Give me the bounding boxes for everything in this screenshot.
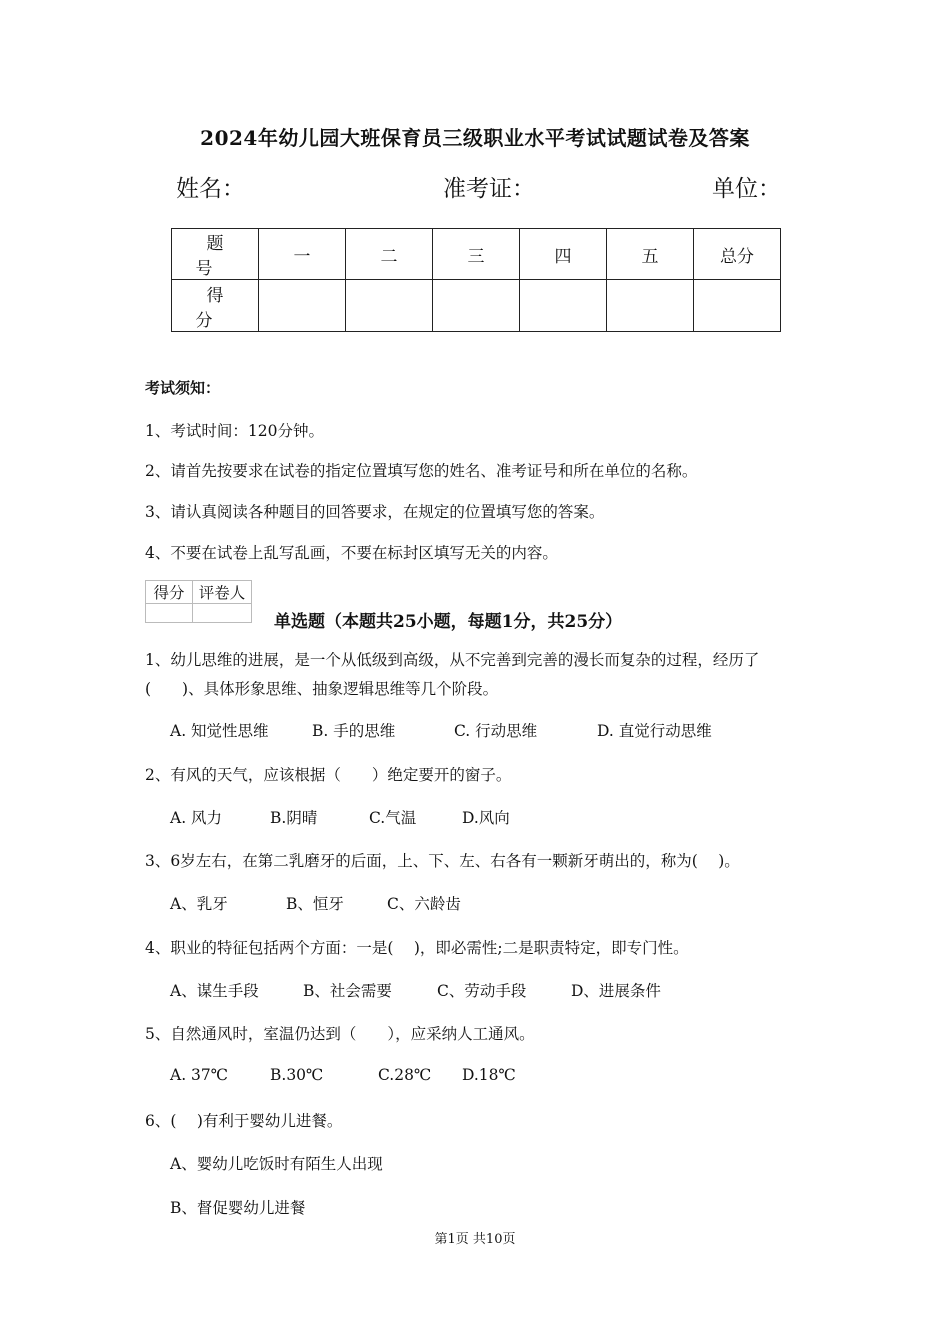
notice-item: 3、请认真阅读各种题目的回答要求，在规定的位置填写您的答案。: [145, 503, 605, 521]
question-5-text: 5、自然通风时，室温仍达到（ ），应采纳人工通风。: [145, 1025, 535, 1043]
score-cell-two[interactable]: [346, 280, 433, 332]
part-three-header: 三: [433, 229, 520, 280]
q1-option-c: C. 行动思维: [454, 722, 538, 740]
score-table-score-row: [172, 280, 781, 332]
q3-option-c: C、六龄齿: [387, 895, 461, 913]
notice-title: 考试须知：: [145, 379, 221, 397]
notice-item: 1、考试时间：120分钟。: [145, 422, 324, 440]
q1-option-a: A. 知觉性思维: [170, 722, 269, 740]
part-four-header: 四: [520, 229, 607, 280]
grader-box: [145, 580, 252, 623]
grader-reviewer-label: 评卷人: [193, 581, 252, 604]
total-header: 总分: [694, 229, 781, 280]
q5-option-d: D.18℃: [462, 1066, 516, 1084]
q2-option-c: C.气温: [369, 809, 417, 827]
page-title: 2024年幼儿园大班保育员三级职业水平考试试题试卷及答案: [200, 126, 750, 150]
q6-option-b: B、督促婴幼儿进餐: [170, 1199, 306, 1217]
score-table: [171, 228, 781, 332]
exam-id-label: 准考证：: [443, 176, 535, 202]
q4-option-c: C、劳动手段: [437, 982, 527, 1000]
score-cell-four[interactable]: [520, 280, 607, 332]
q5-option-c: C.28℃: [378, 1066, 432, 1084]
q2-option-d: D.风向: [462, 809, 510, 827]
section-title: 单选题（本题共25小题，每题1分，共25分）: [274, 612, 623, 632]
part-two-header: 二: [346, 229, 433, 280]
question-6-text: 6、( )有利于婴幼儿进餐。: [145, 1112, 343, 1130]
name-label: 姓名：: [176, 176, 245, 202]
question-2-text: 2、有风的天气，应该根据（ ）绝定要开的窗子。: [145, 766, 512, 784]
grader-reviewer-cell[interactable]: [193, 604, 252, 623]
part-one-header: 一: [259, 229, 346, 280]
question-1-text: 1、幼儿思维的进展，是一个从低级到高级，从不完善到完善的漫长而复杂的过程，经历了: [145, 651, 760, 669]
q1-option-b: B. 手的思维: [312, 722, 396, 740]
score-cell-total[interactable]: [694, 280, 781, 332]
q2-option-b: B.阴晴: [270, 809, 318, 827]
notice-item: 2、请首先按要求在试卷的指定位置填写您的姓名、准考证号和所在单位的名称。: [145, 462, 698, 480]
score-cell-one[interactable]: [259, 280, 346, 332]
question-1-text-cont: ( )、具体形象思维、抽象逻辑思维等几个阶段。: [145, 680, 499, 698]
q3-option-a: A、乳牙: [170, 895, 228, 913]
q6-option-a: A、婴幼儿吃饭时有陌生人出现: [170, 1155, 383, 1173]
q3-option-b: B、恒牙: [286, 895, 344, 913]
score-row-label: 得分: [172, 280, 259, 332]
question-4-text: 4、职业的特征包括两个方面：一是( )，即必需性;二是职责特定，即专门性。: [145, 939, 689, 957]
unit-label: 单位：: [712, 176, 781, 202]
q4-option-b: B、社会需要: [303, 982, 392, 1000]
question-number-header: 题号: [172, 229, 259, 280]
page-footer: 第1页 共10页: [434, 1232, 516, 1247]
q5-option-a: A. 37℃: [170, 1066, 229, 1084]
q1-option-d: D. 直觉行动思维: [597, 722, 712, 740]
grader-score-cell[interactable]: [146, 604, 193, 623]
q4-option-d: D、进展条件: [571, 982, 661, 1000]
question-3-text: 3、6岁左右，在第二乳磨牙的后面，上、下、左、右各有一颗新牙萌出的，称为( )。: [145, 852, 740, 870]
q5-option-b: B.30℃: [270, 1066, 324, 1084]
notice-item: 4、不要在试卷上乱写乱画，不要在标封区填写无关的内容。: [145, 544, 558, 562]
grader-score-label: 得分: [146, 581, 193, 604]
q2-option-a: A. 风力: [170, 809, 223, 827]
score-table-header-row: [172, 229, 781, 280]
q4-option-a: A、谋生手段: [170, 982, 259, 1000]
score-cell-five[interactable]: [607, 280, 694, 332]
score-cell-three[interactable]: [433, 280, 520, 332]
part-five-header: 五: [607, 229, 694, 280]
